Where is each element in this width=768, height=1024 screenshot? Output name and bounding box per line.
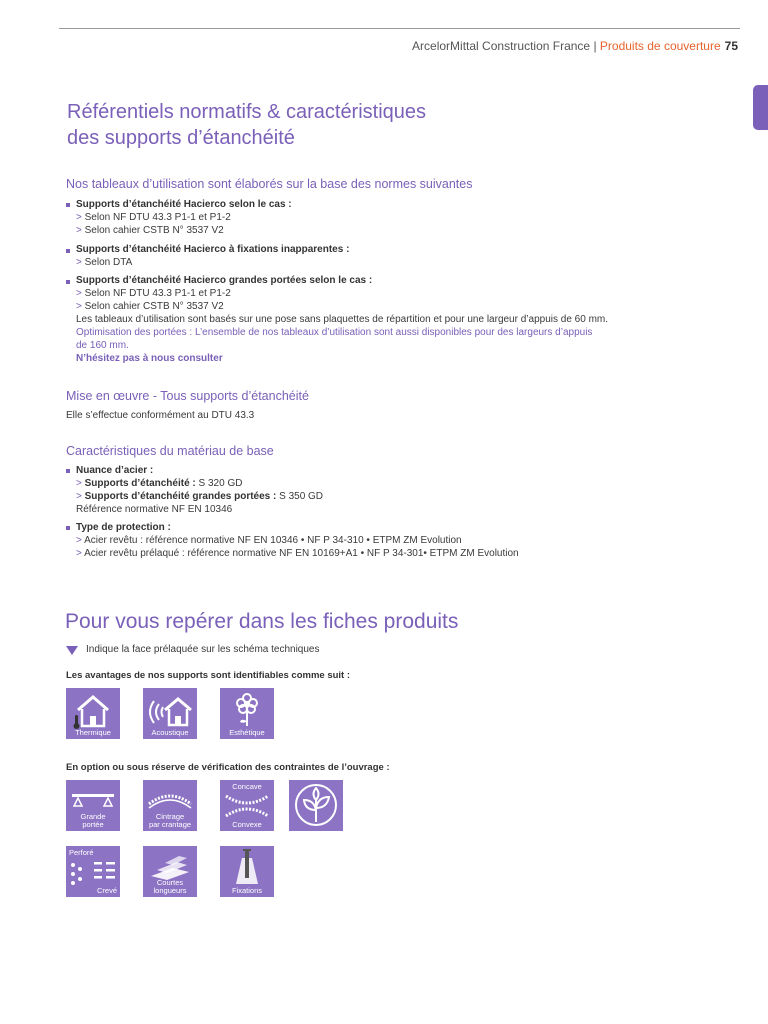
- header-rule: [59, 28, 740, 29]
- tile-label: Convexe: [232, 820, 262, 829]
- normes-b1-title: Supports d’étanchéité Hacierco selon le cas :: [76, 199, 292, 210]
- normes-b2-title: Supports d’étanchéité Hacierco à fixations inapparentes :: [76, 244, 350, 255]
- header-separator: |: [590, 39, 600, 53]
- legend-text: Indique la face prélaquée sur les schéma techniques: [86, 644, 320, 655]
- carac-b2-title: Type de protection :: [76, 522, 171, 533]
- normes-b3-line3: Les tableaux d’utilisation sont basés sur une pose sans plaquettes de répartition et pour une largeur d’appuis de 60 mm.: [76, 314, 609, 325]
- normes-b1-line2: > Selon cahier CSTB N° 3537 V2: [76, 225, 224, 236]
- tile-label: Cintrage par crantage: [148, 812, 192, 829]
- tile-label-top: Perforé: [69, 848, 94, 857]
- avantages-text: Les avantages de nos supports sont identifiables comme suit :: [66, 670, 351, 681]
- carac-b1-line2: > Supports d’étanchéité grandes portées : S 350 GD: [76, 491, 324, 502]
- carac-b1-title: Nuance d’acier :: [76, 465, 154, 476]
- normes-b3-line5: de 160 mm.: [76, 340, 129, 351]
- carac-b2-line2: > Acier revêtu prélaqué : référence normative NF EN 10169+A1 • NF P 34-301• ETPM ZM Evolution: [76, 548, 519, 559]
- tile-label: Acoustique: [151, 728, 189, 737]
- option-text: En option ou sous réserve de vérification des contraintes de l’ouvrage :: [66, 762, 390, 773]
- tile-label: Thermique: [75, 728, 111, 737]
- reperer-heading: Pour vous repérer dans les fiches produits: [65, 610, 459, 633]
- tile-grande-portee: [66, 780, 120, 831]
- normes-b1-line1: > Selon NF DTU 43.3 P1-1 et P1-2: [76, 212, 231, 223]
- chapter-tab: [753, 85, 768, 130]
- tile-courtes-longueurs: [143, 846, 197, 897]
- title-line-1: Référentiels normatifs & caractéristiques: [67, 101, 427, 123]
- tile-label: Grande portée: [80, 812, 106, 829]
- tile-environnement: [289, 780, 343, 831]
- tile-acoustique: [143, 688, 197, 739]
- tile-concave-convexe: [220, 780, 274, 831]
- page-number: 75: [724, 39, 738, 53]
- normes-b3-line4: Optimisation des portées : L’ensemble de nos tableaux d’utilisation sont aussi disponibles pour des largeurs d’appuis: [76, 327, 593, 338]
- tile-thermique: [66, 688, 120, 739]
- bullet: [66, 526, 70, 530]
- mise-heading: Mise en œuvre - Tous supports d’étanchéité: [66, 389, 309, 403]
- page-title: [67, 99, 587, 151]
- bullet: [66, 203, 70, 207]
- tile-label: Crevé: [96, 886, 117, 895]
- carac-b1-line3: Référence normative NF EN 10346: [76, 504, 233, 515]
- tile-label: Fixations: [231, 886, 262, 895]
- bullet: [66, 249, 70, 253]
- prelaque-triangle-icon: [66, 646, 78, 655]
- carac-heading: Caractéristiques du matériau de base: [66, 444, 274, 458]
- mise-text: Elle s’effectue conformément au DTU 43.3: [66, 410, 255, 421]
- normes-b2-line1: > Selon DTA: [76, 257, 133, 268]
- section-name: Produits de couverture: [599, 39, 721, 53]
- carac-b2-line1: > Acier revêtu : référence normative NF EN 10346 • NF P 34-310 • ETPM ZM Evolution: [76, 535, 462, 546]
- bullet: [66, 469, 70, 473]
- leaf-globe-icon: [289, 780, 343, 831]
- tile-label: Esthétique: [229, 728, 265, 737]
- tile-fixations: [220, 846, 274, 897]
- bullet: [66, 280, 70, 284]
- tile-esthetique: [220, 688, 274, 739]
- tile-cintrage: [143, 780, 197, 831]
- title-line-2: des supports d’étanchéité: [67, 127, 295, 149]
- tile-label-top: Concave: [232, 782, 262, 791]
- normes-b3-title: Supports d’étanchéité Hacierco grandes portées selon le cas :: [76, 275, 373, 286]
- company-name: ArcelorMittal Construction France: [412, 39, 591, 53]
- carac-b1-line1: > Supports d’étanchéité : S 320 GD: [76, 478, 243, 489]
- normes-heading: Nos tableaux d’utilisation sont élaborés sur la base des normes suivantes: [66, 177, 473, 191]
- page-header: [412, 39, 738, 53]
- normes-b3-line2: > Selon cahier CSTB N° 3537 V2: [76, 301, 224, 312]
- tile-perfore: [66, 846, 120, 897]
- consult-link[interactable]: N’hésitez pas à nous consulter: [76, 353, 223, 364]
- tile-label: Courtes longueurs: [153, 878, 187, 895]
- normes-b3-line1: > Selon NF DTU 43.3 P1-1 et P1-2: [76, 288, 231, 299]
